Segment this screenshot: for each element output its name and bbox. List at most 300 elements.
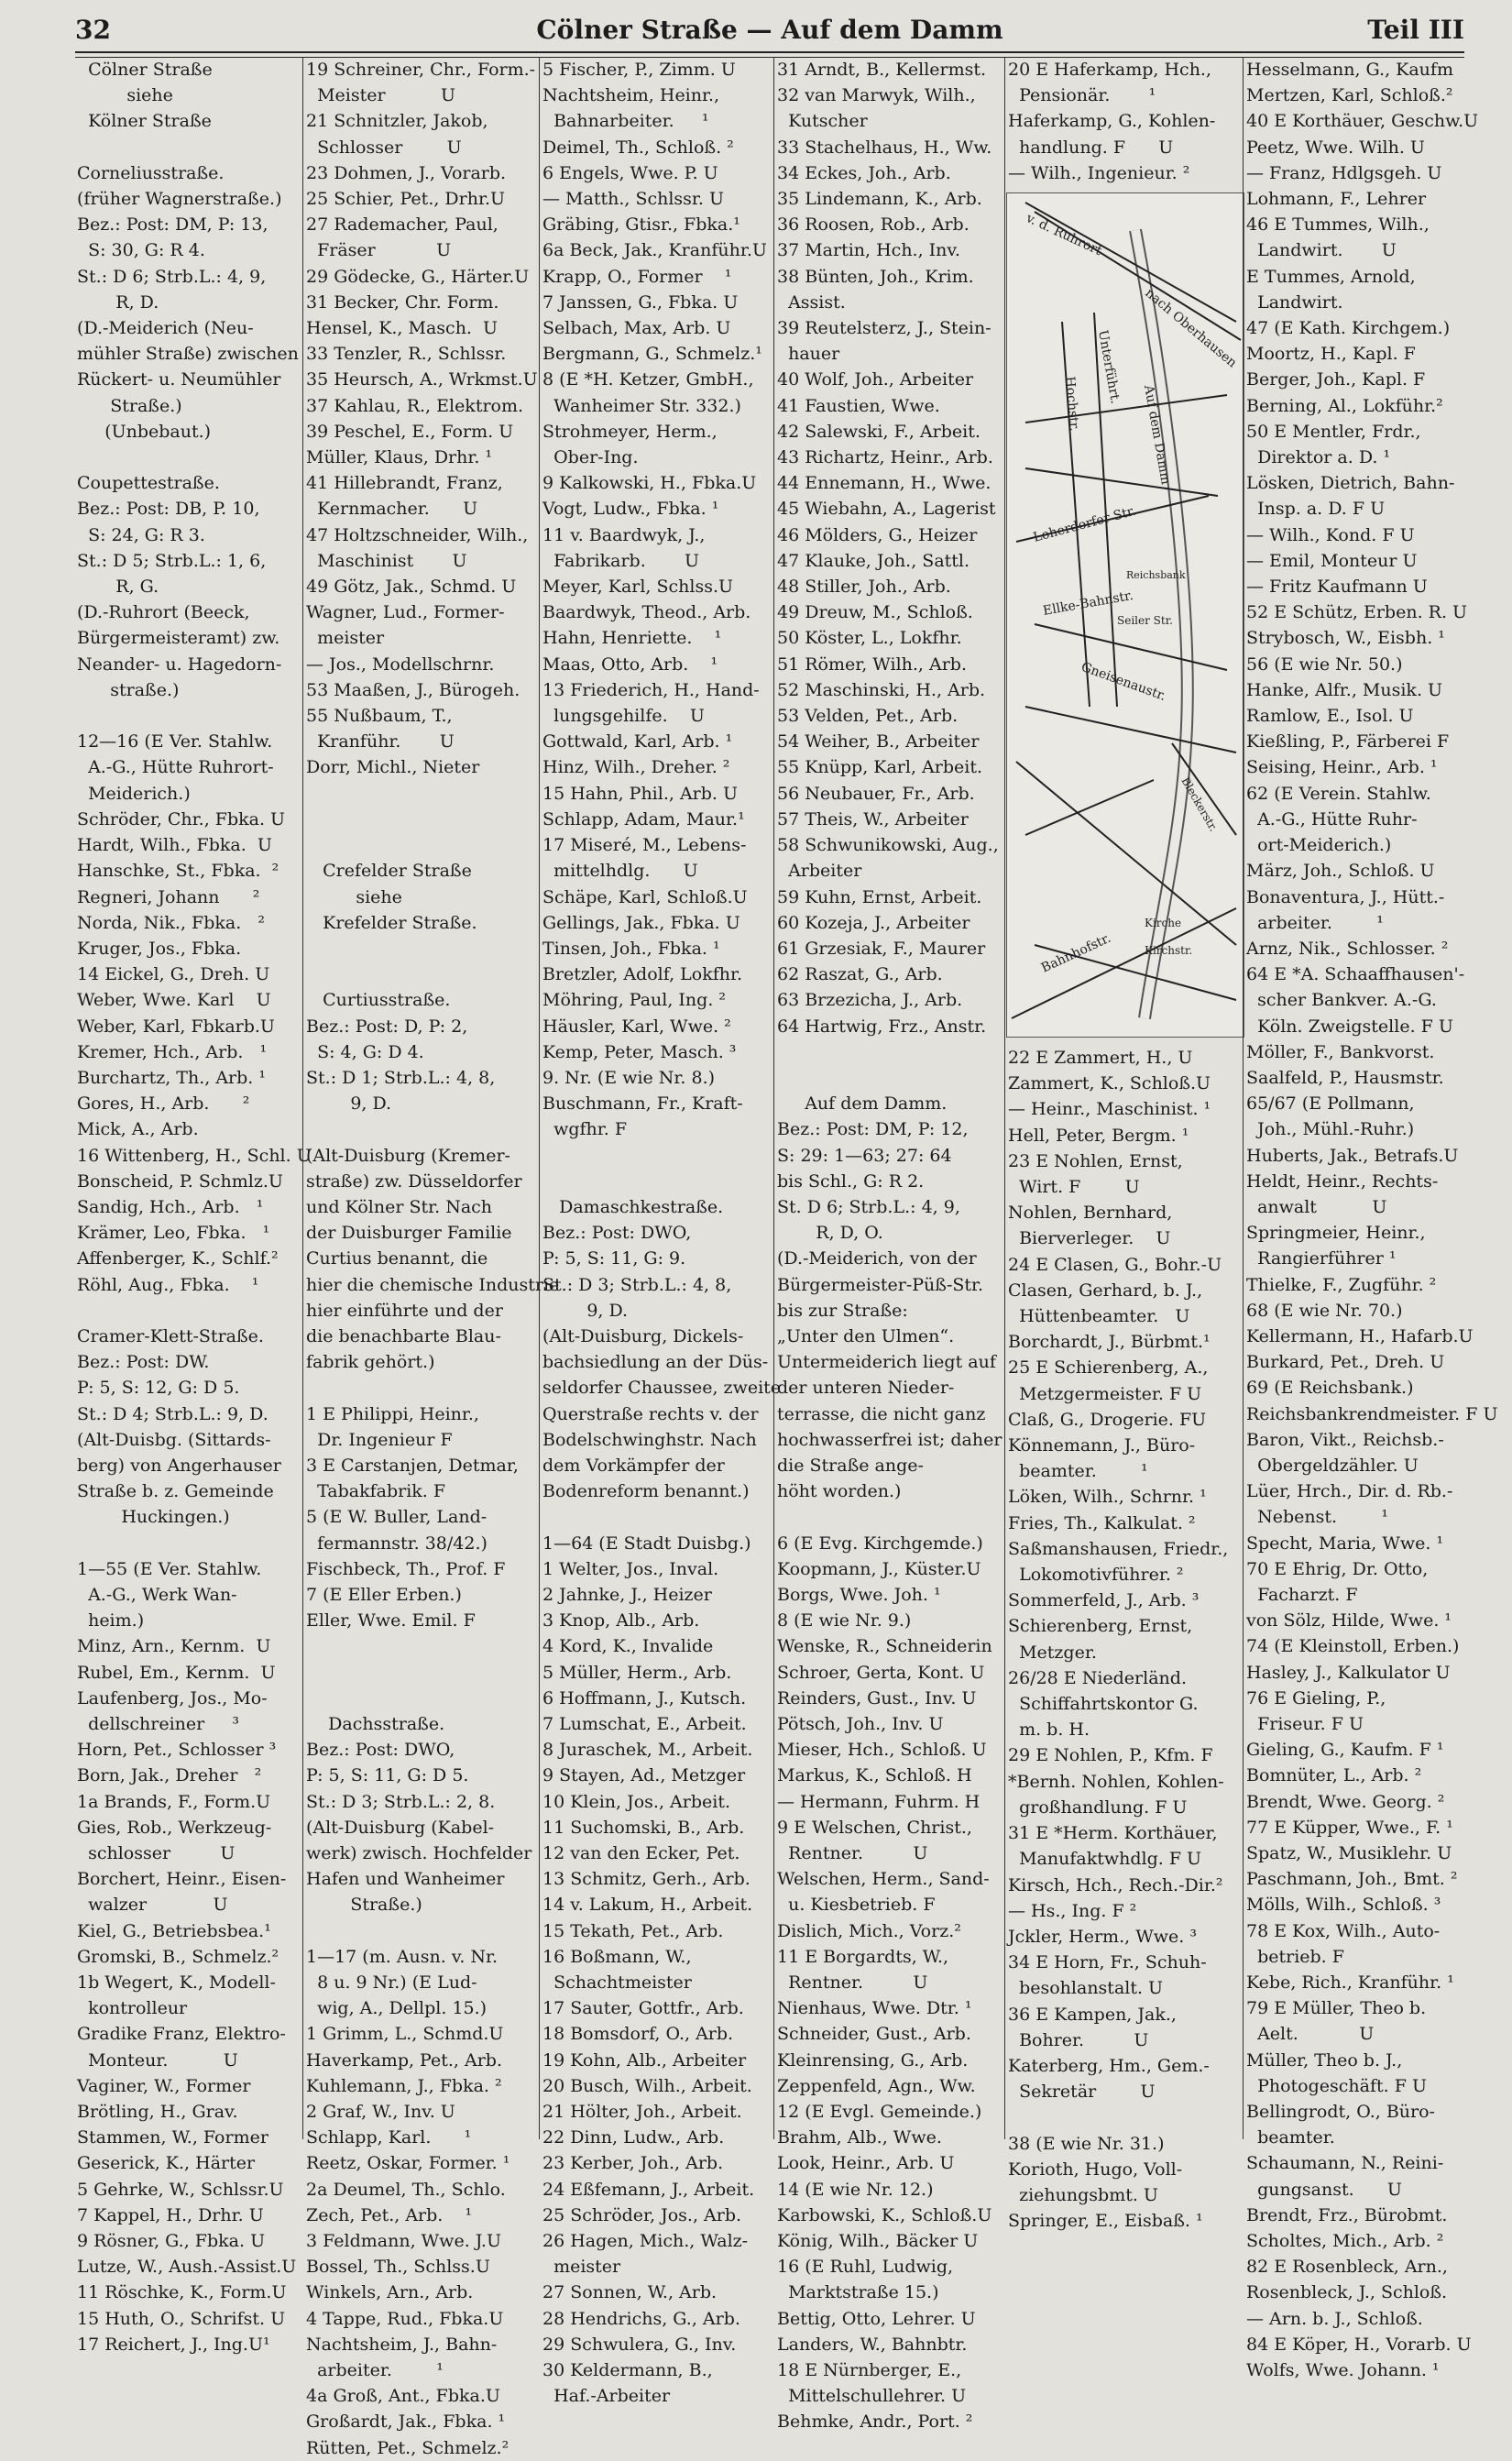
directory-line: beamter. ¹ <box>1008 1461 1148 1482</box>
directory-line: Bretzler, Adolf, Lokfhr. <box>542 964 743 985</box>
directory-line: 6a Beck, Jak., Kranführ.U <box>542 240 767 261</box>
directory-line: Hesselmann, G., Kaufm <box>1246 60 1453 80</box>
directory-line: Specht, Maria, Wwe. ¹ <box>1246 1533 1444 1554</box>
directory-line: Gies, Rob., Werkzeug- <box>77 1817 272 1838</box>
directory-line: (D.-Ruhrort (Beeck, <box>77 602 250 623</box>
directory-line: 69 (E Reichsbank.) <box>1246 1378 1414 1399</box>
directory-line: Photogeschäft. F U <box>1246 2075 1427 2096</box>
directory-line: Schlapp, Adam, Maur.¹ <box>542 808 745 829</box>
directory-line: Häusler, Karl, Wwe. ² <box>542 1016 731 1037</box>
directory-line: Möhring, Paul, Ing. ² <box>542 990 727 1011</box>
directory-line: 4 Kord, K., Invalide <box>542 1636 714 1657</box>
directory-line: 40 E Korthäuer, Geschw.U <box>1246 111 1479 132</box>
directory-line: 49 Götz, Jak., Schmd. U <box>306 577 517 598</box>
directory-line: St.: D 4; Strb.L.: 9, D. <box>77 1403 268 1424</box>
directory-line <box>306 1375 535 1401</box>
directory-line <box>306 1116 535 1142</box>
directory-line: Laufenberg, Jos., Mo- <box>77 1687 268 1708</box>
directory-line: Nebenst. ¹ <box>1246 1507 1388 1528</box>
directory-line: Kölner Straße <box>77 111 212 132</box>
directory-line: hochwasserfrei ist; daher <box>777 1429 1003 1450</box>
directory-line: Facharzt. F <box>1246 1584 1358 1605</box>
directory-line: S: 30, G: R 4. <box>77 240 205 261</box>
directory-line <box>1008 2104 1239 2130</box>
directory-line: St. D 6; Strb.L.: 4, 9, <box>777 1196 960 1217</box>
directory-line: Schierenberg, Ernst, <box>1008 1616 1193 1637</box>
directory-line: 30 Keldermann, B., <box>542 2360 713 2381</box>
map-label: nach Oberhausen <box>1142 285 1240 371</box>
directory-line: Spatz, W., Musiklehr. U <box>1246 1843 1452 1864</box>
directory-line: 41 Faustien, Wwe. <box>777 395 940 416</box>
directory-line: 7 (E Eller Erben.) <box>306 1584 462 1605</box>
directory-line: Fries, Th., Kalkulat. ² <box>1008 1512 1196 1533</box>
map-label: Bahnhofstr. <box>1038 930 1113 976</box>
directory-line: Kirsch, Hch., Rech.-Dir.² <box>1008 1874 1223 1895</box>
directory-line: 23 E Nohlen, Ernst, <box>1008 1150 1183 1171</box>
map-label: Ellke-Bahnstr. <box>1041 588 1134 619</box>
directory-line: 84 E Köper, H., Vorarb. U <box>1246 2334 1472 2355</box>
directory-line: 79 E Müller, Theo b. <box>1246 1998 1427 2019</box>
directory-line: 37 Kahlau, R., Elektrom. <box>306 395 524 416</box>
directory-line: 9 Stayen, Ad., Metzger <box>542 1765 746 1786</box>
directory-line: Thielke, F., Zugführ. ² <box>1246 1274 1437 1295</box>
directory-line: Maas, Otto, Arb. ¹ <box>542 654 718 675</box>
directory-line: 52 Maschinski, H., Arb. <box>777 679 986 700</box>
directory-line: Moortz, H., Kapl. F <box>1246 344 1416 365</box>
directory-line: Auf dem Damm. <box>777 1093 948 1115</box>
map-label: Unterführt. <box>1095 328 1123 405</box>
directory-line: A.-G., Werk Wan- <box>77 1584 237 1605</box>
directory-line: P: 5, S: 12, G: D 5. <box>77 1378 240 1399</box>
directory-line: Burkard, Pet., Dreh. U <box>1246 1352 1445 1373</box>
directory-line: 23 Kerber, Joh., Arb. <box>542 2153 724 2174</box>
directory-line: 7 Janssen, G., Fbka. U <box>542 291 739 313</box>
directory-line: 74 (E Kleinstoll, Erben.) <box>1246 1636 1460 1657</box>
directory-line: 45 Wiebahn, A., Lagerist <box>777 499 996 520</box>
directory-line: scher Bankver. A.-G. <box>1246 990 1437 1011</box>
directory-line: 20 E Haferkamp, Hch., <box>1008 60 1212 80</box>
directory-line: Kellermann, H., Hafarb.U <box>1246 1325 1474 1346</box>
directory-line: Wenske, R., Schneiderin <box>777 1636 992 1657</box>
directory-line: 39 Reutelsterz, J., Stein- <box>777 318 992 339</box>
directory-line: St.: D 1; Strb.L.: 4, 8, <box>306 1067 496 1088</box>
directory-line: Assist. <box>777 291 846 313</box>
directory-line: 1—17 (m. Ausn. v. Nr. <box>306 1946 499 1967</box>
directory-line: Winkels, Arn., Arb. <box>306 2282 474 2303</box>
directory-line: 1b Wegert, K., Modell- <box>77 1972 276 1994</box>
directory-line: Vaginer, W., Former <box>77 2075 251 2096</box>
directory-line: mittelhdlg. U <box>542 861 698 882</box>
directory-line: 22 E Zammert, H., U <box>1008 1048 1193 1068</box>
directory-line: betrieb. F <box>1246 1946 1344 1967</box>
directory-line: Tabakfabrik. F <box>306 1481 446 1502</box>
directory-line: 62 (E Verein. Stahlw. <box>1246 783 1431 804</box>
directory-line: Lohmann, F., Lehrer <box>1246 189 1427 210</box>
directory-line <box>777 1039 1001 1065</box>
directory-line: Reetz, Oskar, Former. ¹ <box>306 2153 510 2174</box>
directory-line: 2 Jahnke, J., Heizer <box>542 1584 712 1605</box>
directory-line: 55 Knüpp, Karl, Arbeit. <box>777 757 983 778</box>
column-5-bottom <box>1008 1045 1239 2232</box>
directory-line: (früher Wagnerstraße.) <box>77 189 282 210</box>
directory-line: 14 v. Lakum, H., Arbeit. <box>542 1895 753 1916</box>
directory-line: der unteren Nieder- <box>777 1378 955 1399</box>
directory-line: Bahnarbeiter. ¹ <box>542 111 709 132</box>
directory-line: Möller, F., Bankvorst. <box>1246 1041 1435 1062</box>
directory-line: Nohlen, Bernhard, <box>1008 1203 1173 1224</box>
directory-line: 21 Schnitzler, Jakob, <box>306 111 488 132</box>
directory-line: Bürgermeisteramt) zw. <box>77 628 280 649</box>
directory-line: Haferkamp, G., Kohlen- <box>1008 111 1216 132</box>
map-label: Reichsbank <box>1126 569 1186 581</box>
directory-line: E Tummes, Arnold, <box>1246 266 1416 287</box>
directory-line: 6 Hoffmann, J., Kutsch. <box>542 1687 747 1708</box>
directory-line: 76 E Gieling, P., <box>1246 1687 1386 1708</box>
directory-line: 9, D. <box>306 1093 392 1115</box>
directory-line: bis zur Straße: <box>777 1300 908 1321</box>
directory-line: 39 Peschel, E., Form. U <box>306 421 514 442</box>
directory-line: (D.-Meiderich, von der <box>777 1248 977 1269</box>
directory-line: Gräbing, Gtisr., Fbka.¹ <box>542 214 740 236</box>
directory-line: Röhl, Aug., Fbka. ¹ <box>77 1274 259 1295</box>
directory-line: die Straße ange- <box>777 1455 924 1476</box>
column-4 <box>777 57 1003 2433</box>
directory-line: von Sölz, Hilde, Wwe. ¹ <box>1246 1610 1452 1632</box>
directory-line: 38 Bünten, Joh., Krim. <box>777 266 974 287</box>
directory-line: (D.-Meiderich (Neu- <box>77 318 254 339</box>
directory-line: Coupettestraße. <box>77 473 220 494</box>
directory-line: Haverkamp, Pet., Arb. <box>306 2049 502 2071</box>
directory-line: die benachbarte Blau- <box>306 1325 501 1346</box>
directory-line: 9 E Welschen, Christ., <box>777 1817 972 1838</box>
directory-line: Norda, Nik., Fbka. ² <box>77 912 266 933</box>
directory-line: arbeiter. ¹ <box>1246 912 1384 933</box>
directory-line: 7 Kappel, H., Drhr. U <box>77 2204 264 2225</box>
map-label: Kirche <box>1145 917 1182 929</box>
directory-line: Seising, Heinr., Arb. ¹ <box>1246 757 1438 778</box>
directory-line: dellschreiner ³ <box>77 1714 240 1734</box>
directory-line: Wirt. F U <box>1008 1177 1140 1198</box>
directory-line: 34 Eckes, Joh., Arb. <box>777 162 951 183</box>
directory-line <box>77 703 297 729</box>
column-divider <box>539 57 540 2139</box>
directory-line: 19 Schreiner, Chr., Form.- <box>306 60 536 80</box>
page-number: 32 <box>75 15 111 45</box>
directory-line: Brendt, Frz., Bürobmt. <box>1246 2204 1448 2225</box>
directory-line: arbeiter. ¹ <box>306 2360 444 2381</box>
directory-line: Köln. Zweigstelle. F U <box>1246 1016 1453 1037</box>
directory-line: Müller, Klaus, Drhr. ¹ <box>306 447 493 468</box>
directory-line: 25 Schröder, Jos., Arb. <box>542 2204 742 2225</box>
directory-line: Müller, Theo b. J., <box>1246 2049 1403 2071</box>
directory-line: Bettig, Otto, Lehrer. U <box>777 2308 976 2329</box>
directory-line: Hasley, J., Kalkulator U <box>1246 1662 1451 1683</box>
directory-line: 38 (E wie Nr. 31.) <box>1008 2133 1165 2154</box>
directory-line: 37 Martin, Hch., Inv. <box>777 240 960 261</box>
directory-line: 16 (E Ruhl, Ludwig, <box>777 2257 954 2278</box>
directory-line: Meister U <box>306 85 455 106</box>
directory-line: Bergmann, G., Schmelz.¹ <box>542 344 762 365</box>
directory-line: Obergeldzähler. U <box>1246 1455 1419 1476</box>
directory-line: anwalt U <box>1246 1196 1387 1217</box>
directory-line: Dorr, Michl., Nieter <box>306 757 480 778</box>
directory-line: Sekretär U <box>1008 2082 1156 2103</box>
directory-line: wgfhr. F <box>542 1119 628 1140</box>
directory-line: Haf.-Arbeiter <box>542 2386 671 2407</box>
directory-line: 31 E *Herm. Korthäuer, <box>1008 1823 1218 1844</box>
directory-line: m. b. H. <box>1008 1719 1090 1741</box>
directory-line: — Fritz Kaufmann U <box>1246 577 1428 598</box>
directory-line <box>77 1531 297 1556</box>
directory-line: Strybosch, W., Eisbh. ¹ <box>1246 628 1445 649</box>
map-label: Loherdorfer Str. <box>1031 503 1138 545</box>
directory-line: — Emil, Monteur U <box>1246 550 1418 571</box>
directory-line: Tinsen, Joh., Fbka. ¹ <box>542 938 720 959</box>
directory-line: und Kölner Str. Nach <box>306 1196 493 1217</box>
directory-line <box>306 1686 535 1711</box>
directory-line: Arbeiter <box>777 861 862 882</box>
directory-line: Bellingrodt, O., Büro- <box>1246 2102 1435 2123</box>
column-divider <box>302 57 303 2139</box>
directory-line: 53 Velden, Pet., Arb. <box>777 706 959 727</box>
directory-line: 12 (E Evgl. Gemeinde.) <box>777 2102 982 2123</box>
directory-line: berg) von Angerhauser <box>77 1455 281 1476</box>
directory-line: Kruger, Jos., Fbka. <box>77 938 242 959</box>
directory-line: hier einführte und der <box>306 1300 503 1321</box>
directory-line: Ramlow, E., Isol. U <box>1246 706 1414 727</box>
directory-line: 11 Röschke, K., Form.U <box>77 2282 287 2303</box>
directory-line: siehe <box>77 85 173 106</box>
directory-line: Könnemann, J., Büro- <box>1008 1435 1196 1456</box>
directory-line: Reinders, Gust., Inv. U <box>777 1687 977 1708</box>
directory-line: Jckler, Herm., Wwe. ³ <box>1008 1926 1197 1947</box>
directory-line: Berger, Joh., Kapl. F <box>1246 369 1426 390</box>
directory-line: Strohmeyer, Herm., <box>542 421 718 442</box>
directory-line: Lüer, Hrch., Dir. d. Rb.- <box>1246 1481 1453 1502</box>
directory-line: Mölls, Wilh., Schloß. ³ <box>1246 1895 1441 1916</box>
directory-line: 41 Hillebrandt, Franz, <box>306 473 503 494</box>
directory-line: 1 Grimm, L., Schmd.U <box>306 2024 504 2045</box>
street-map-drawing <box>1007 193 1244 1037</box>
directory-line: 64 E *A. Schaaffhausen'- <box>1246 964 1465 985</box>
directory-line: Gellings, Jak., Fbka. U <box>542 912 740 933</box>
directory-line: Marktstraße 15.) <box>777 2282 939 2303</box>
directory-line: „Unter den Ulmen“. <box>777 1325 955 1346</box>
directory-line: 59 Kuhn, Ernst, Arbeit. <box>777 886 982 907</box>
directory-line <box>77 135 297 160</box>
directory-line: Löken, Wilh., Schrnr. ¹ <box>1008 1487 1207 1508</box>
directory-line: Friseur. F U <box>1246 1714 1364 1734</box>
directory-line: Zech, Pet., Arb. ¹ <box>306 2204 473 2225</box>
directory-line: 8 (E wie Nr. 9.) <box>777 1610 912 1632</box>
directory-line: 62 Raszat, G., Arb. <box>777 964 943 985</box>
directory-line: Lutze, W., Aush.-Assist.U <box>77 2257 297 2278</box>
directory-line: 10 Klein, Jos., Arbeit. <box>542 1791 731 1812</box>
directory-line: wig, A., Dellpl. 15.) <box>306 1998 488 2019</box>
directory-line: Meyer, Karl, Schlss.U <box>542 577 734 598</box>
directory-line: Rangierführer ¹ <box>1246 1248 1397 1269</box>
directory-line: 8 u. 9 Nr.) (E Lud- <box>306 1972 477 1994</box>
directory-line: 5 Fischer, P., Zimm. U <box>542 60 736 80</box>
directory-line: 31 Becker, Chr. Form. <box>306 291 499 313</box>
directory-line: kontrolleur <box>77 1998 188 2019</box>
directory-line: Brendt, Wwe. Georg. ² <box>1246 1791 1445 1812</box>
directory-line: Schäpe, Karl, Schloß.U <box>542 886 748 907</box>
directory-line: A.-G., Hütte Ruhrort- <box>77 757 274 778</box>
directory-line: Schlosser U <box>306 137 462 158</box>
directory-line: 5 Müller, Herm., Arb. <box>542 1662 732 1683</box>
directory-line: Aelt. U <box>1246 2024 1375 2045</box>
directory-line: Hell, Peter, Bergm. ¹ <box>1008 1125 1189 1146</box>
directory-line: Bonscheid, P. Schmlz.U <box>77 1170 283 1192</box>
directory-line: A.-G., Hütte Ruhr- <box>1246 808 1418 829</box>
directory-line: 3 E Carstanjen, Detmar, <box>306 1455 519 1476</box>
directory-line: Scholtes, Mich., Arb. ² <box>1246 2231 1444 2252</box>
directory-line: Corneliusstraße. <box>77 162 225 183</box>
directory-line: mühler Straße) zwischen <box>77 344 299 365</box>
directory-line: Vogt, Ludw., Fbka. ¹ <box>542 499 719 520</box>
directory-line <box>306 1633 535 1659</box>
directory-line: Rentner. U <box>777 1972 928 1994</box>
directory-line: St.: D 5; Strb.L.: 1, 6, <box>77 550 267 571</box>
directory-line: Saalfeld, P., Hausmstr. <box>1246 1067 1444 1088</box>
column-6 <box>1246 57 1498 2381</box>
page-header <box>75 7 1464 55</box>
directory-line: 31 Arndt, B., Kellermst. <box>777 60 987 80</box>
directory-line: der Duisburger Familie <box>306 1223 512 1244</box>
map-label: v. d. Ruhrort <box>1024 211 1104 259</box>
directory-line: Horn, Pet., Schlosser ³ <box>77 1740 277 1761</box>
directory-line: Baron, Vikt., Reichsb.- <box>1246 1429 1444 1450</box>
directory-line: 2a Deumel, Th., Schlo. <box>306 2179 506 2200</box>
directory-line: 56 (E wie Nr. 50.) <box>1246 654 1403 675</box>
directory-line: 43 Richartz, Heinr., Arb. <box>777 447 993 468</box>
directory-line: Schroer, Gerta, Kont. U <box>777 1662 985 1683</box>
directory-line: Bossel, Th., Schlss.U <box>306 2257 490 2278</box>
directory-line: Zeppenfeld, Agn., Ww. <box>777 2075 976 2096</box>
directory-line: Bodenreform benannt.) <box>542 1481 750 1502</box>
directory-line: Landwirt. <box>1246 291 1343 313</box>
directory-line: 9, D. <box>542 1300 629 1321</box>
directory-line: 70 E Ehrig, Dr. Otto, <box>1246 1558 1429 1579</box>
directory-line: Pensionär. ¹ <box>1008 85 1156 106</box>
street-map <box>1006 192 1244 1038</box>
directory-line: Weber, Karl, Fbkarb.U <box>77 1016 275 1037</box>
directory-line: Direktor a. D. ¹ <box>1246 447 1391 468</box>
directory-line: Hafen und Wanheimer <box>306 1869 505 1890</box>
directory-line: fabrik gehört.) <box>306 1352 435 1373</box>
directory-line: Weber, Wwe. Karl U <box>77 990 271 1011</box>
directory-line: 4 Tappe, Rud., Fbka.U <box>306 2308 504 2329</box>
directory-line: 9 Kalkowski, H., Fbka.U <box>542 473 757 494</box>
directory-line: 11 Suchomski, B., Arb. <box>542 1817 745 1838</box>
directory-line: 36 Roosen, Rob., Arb. <box>777 214 970 236</box>
directory-line: (Alt-Duisburg (Kremer- <box>306 1145 510 1166</box>
directory-line: Springmeier, Heinr., <box>1246 1223 1426 1244</box>
column-3 <box>542 57 782 2407</box>
directory-line: 8 (E *H. Ketzer, GmbH., <box>542 369 754 390</box>
directory-line: 33 Stachelhaus, H., Ww. <box>777 137 992 158</box>
directory-line: 5 (E W. Buller, Land- <box>306 1507 488 1528</box>
directory-line: — Hs., Ing. F ² <box>1008 1900 1137 1921</box>
map-label: Bleckerstr. <box>1178 775 1221 834</box>
directory-line: Hinz, Wilh., Dreher. ² <box>542 757 730 778</box>
directory-line: Schaumann, N., Reini- <box>1246 2153 1444 2174</box>
directory-line: Huckingen.) <box>77 1507 230 1528</box>
directory-line: — Franz, Hdlgsgeh. U <box>1246 162 1442 183</box>
directory-line: Krapp, O., Former ¹ <box>542 266 732 287</box>
directory-line: Gieling, G., Kaufm. F ¹ <box>1246 1740 1444 1761</box>
directory-line: 17 Reichert, J., Ing.U¹ <box>77 2334 270 2355</box>
directory-line: Bez.: Post: D, P: 2, <box>306 1016 468 1037</box>
directory-line: 61 Grzesiak, F., Maurer <box>777 938 986 959</box>
directory-line: Mittelschullehrer. U <box>777 2386 967 2407</box>
directory-line: beamter. <box>1246 2127 1335 2148</box>
directory-line: Pötsch, Joh., Inv. U <box>777 1714 944 1734</box>
directory-line: — Jos., Modellschrnr. <box>306 654 495 675</box>
directory-line: 17 Miseré, M., Lebens- <box>542 835 747 856</box>
directory-line: 82 E Rosenbleck, Arn., <box>1246 2257 1448 2278</box>
directory-line <box>542 1143 770 1169</box>
directory-line: Bomnüter, L., Arb. ² <box>1246 1765 1422 1786</box>
directory-line: Mieser, Hch., Schloß. U <box>777 1740 987 1761</box>
directory-line: S: 4, G: D 4. <box>306 1041 424 1062</box>
directory-line: dem Vorkämpfer der <box>542 1455 725 1476</box>
directory-line: 57 Theis, W., Arbeiter <box>777 808 969 829</box>
directory-line: 40 Wolf, Joh., Arbeiter <box>777 369 974 390</box>
directory-line: Koopmann, J., Küster.U <box>777 1558 981 1579</box>
directory-line: Hanschke, St., Fbka. ² <box>77 861 279 882</box>
directory-line: Bez.: Post: DWO, <box>542 1223 692 1244</box>
directory-line: großhandlung. F U <box>1008 1796 1188 1818</box>
directory-line: 14 (E wie Nr. 12.) <box>777 2179 934 2200</box>
directory-line: S: 29: 1—63; 27: 64 <box>777 1145 952 1166</box>
directory-line <box>306 1918 535 1944</box>
directory-line: Rosenbleck, J., Schloß. <box>1246 2282 1448 2303</box>
column-divider <box>773 57 774 2139</box>
directory-line: Heldt, Heinr., Rechts- <box>1246 1170 1439 1192</box>
directory-line: Hüttenbeamter. U <box>1008 1306 1190 1327</box>
directory-line: Brahm, Alb., Wwe. <box>777 2127 942 2148</box>
directory-line: 68 (E wie Nr. 70.) <box>1246 1300 1403 1321</box>
directory-line: St.: D 3; Strb.L.: 2, 8. <box>306 1791 496 1812</box>
directory-line: 12—16 (E Ver. Stahlw. <box>77 731 273 753</box>
directory-line: straße) zw. Düsseldorfer <box>306 1170 522 1192</box>
directory-line: 35 Heursch, A., Wrkmst.U <box>306 369 538 390</box>
column-divider <box>1243 57 1244 2139</box>
directory-line: Rentner. U <box>777 1843 928 1864</box>
directory-line: Borgs, Wwe. Joh. ¹ <box>777 1584 941 1605</box>
directory-line: hauer <box>777 344 840 365</box>
directory-line: Regneri, Johann ² <box>77 886 260 907</box>
directory-line <box>542 1169 770 1194</box>
directory-line: heim.) <box>77 1610 145 1632</box>
directory-line: 13 Friederich, H., Hand- <box>542 679 760 700</box>
directory-line: 14 Eickel, G., Dreh. U <box>77 964 270 985</box>
directory-line: 17 Sauter, Gottfr., Arb. <box>542 1998 744 2019</box>
directory-line: terrasse, die nicht ganz <box>777 1403 986 1424</box>
directory-line: Dislich, Mich., Vorz.² <box>777 1920 961 1941</box>
directory-line: Landers, W., Bahnbtr. <box>777 2334 968 2355</box>
directory-line: Look, Heinr., Arb. U <box>777 2153 955 2174</box>
directory-line: Sandig, Hch., Arb. ¹ <box>77 1196 264 1217</box>
directory-line: Mertzen, Karl, Schloß.² <box>1246 85 1453 106</box>
directory-line: Großardt, Jak., Fbka. ¹ <box>306 2412 506 2433</box>
directory-line: Markus, K., Schloß. H <box>777 1765 972 1786</box>
directory-line: Rubel, Em., Kernm. U <box>77 1662 276 1683</box>
directory-line: Querstraße rechts v. der <box>542 1403 759 1424</box>
directory-line: Kebe, Rich., Kranführ. ¹ <box>1246 1972 1454 1994</box>
